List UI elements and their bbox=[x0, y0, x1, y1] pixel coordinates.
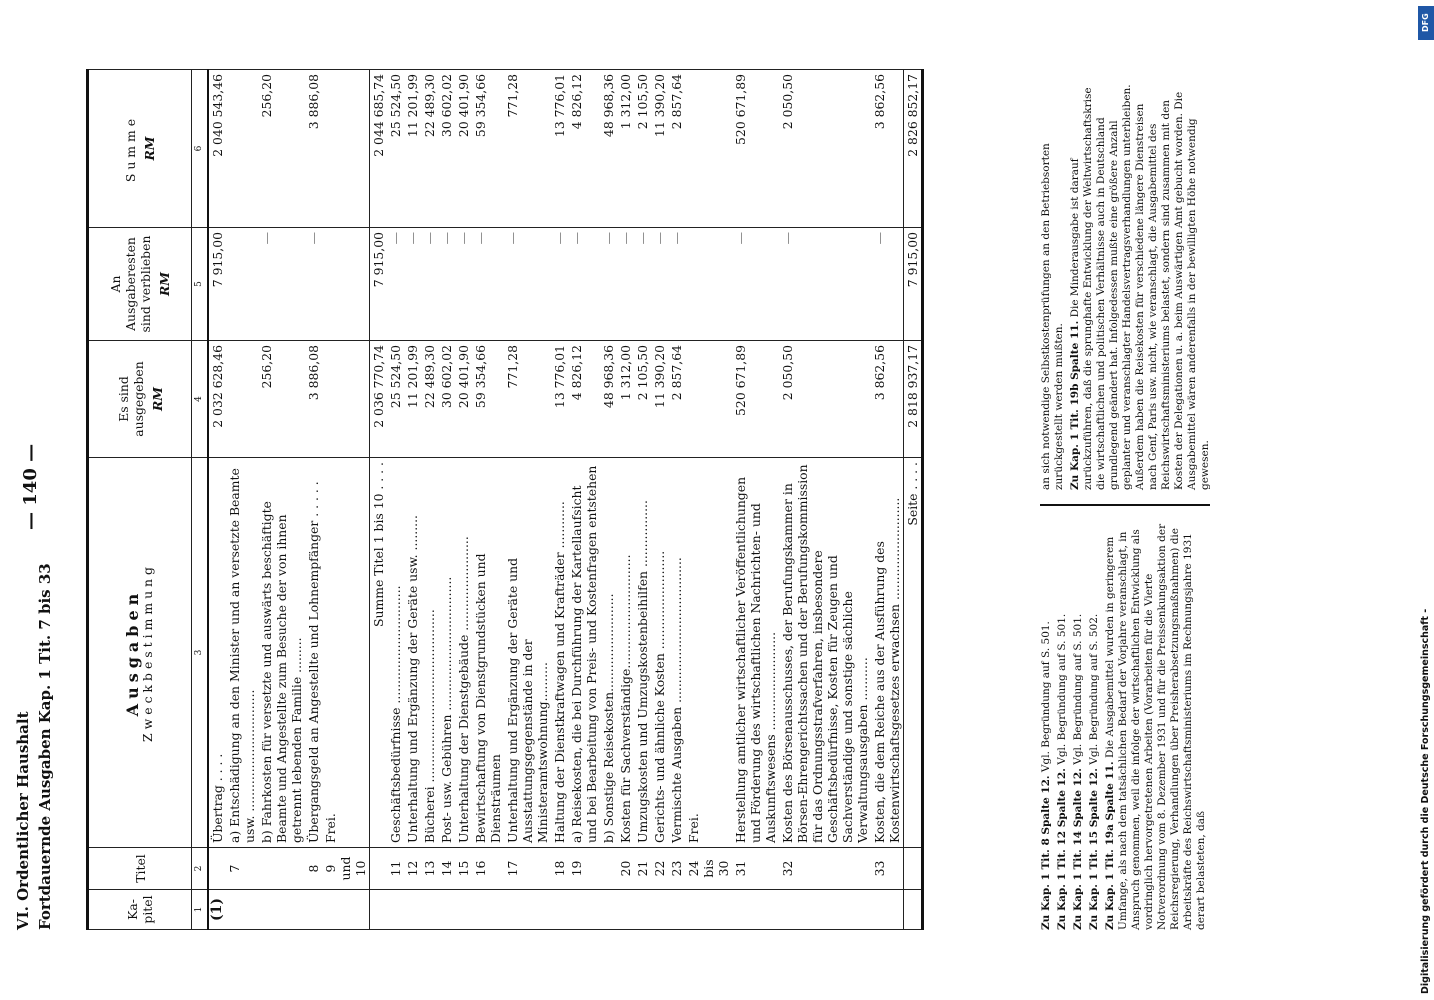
summe-cell: 4 826,12 bbox=[568, 70, 600, 228]
ausgegeben-cell: 2 036 770,74 bbox=[370, 341, 388, 458]
titel-cell: 23 bbox=[668, 848, 685, 890]
footnote-head: Zu Kap. 1 Tit. 12 Spalte 12. bbox=[1056, 768, 1068, 930]
zweck-heading: Zweckbestimmung bbox=[140, 563, 155, 742]
ausgabereste-cell: — bbox=[568, 228, 600, 341]
ausgabereste-cell: — bbox=[779, 228, 871, 341]
ausgabereste-cell: — bbox=[438, 228, 455, 341]
titel-cell: 15 bbox=[455, 848, 472, 890]
summe-cell: 520 671,89 bbox=[732, 70, 779, 228]
titel-cell: 32 bbox=[779, 848, 871, 890]
footnote-head: Zu Kap. 1 Tit. 8 Spalte 12. bbox=[1040, 775, 1052, 930]
ausgabereste-cell: — bbox=[258, 228, 305, 341]
ausgabereste-cell: — bbox=[668, 228, 685, 341]
table-row bbox=[732, 70, 779, 930]
titel-cell: 8 bbox=[305, 848, 322, 890]
summe-cell: 20 401,90 bbox=[455, 70, 472, 228]
section-title: VI. Ordentlicher Haushalt bbox=[14, 711, 32, 930]
summe-cell: 2 044 685,74 bbox=[370, 70, 388, 228]
table-row bbox=[472, 70, 504, 930]
kapitel-cell bbox=[779, 890, 871, 930]
table-row bbox=[668, 70, 685, 930]
summe-cell: 2 040 543,46 bbox=[208, 70, 226, 228]
footnote bbox=[1088, 520, 1101, 930]
col-header-summe bbox=[88, 70, 192, 228]
ausgabereste-cell: — bbox=[551, 228, 568, 341]
zweck-cell: Unterhaltung und Ergänzung der Geräte usw. ......... bbox=[404, 458, 421, 848]
summe-cell: 48 968,36 bbox=[600, 70, 617, 228]
kapitel-cell bbox=[421, 890, 438, 930]
summe-cell bbox=[685, 70, 732, 228]
titel-cell: 21 bbox=[634, 848, 651, 890]
titel-cell: 13 bbox=[421, 848, 438, 890]
table-row bbox=[651, 70, 668, 930]
ausgabereste-cell: — bbox=[387, 228, 404, 341]
ausgabereste-cell bbox=[685, 228, 732, 341]
kapitel-cell bbox=[404, 890, 421, 930]
footnote bbox=[1040, 80, 1066, 490]
footnote-head: Zu Kap. 1 Tit. 14 Spalte 12. bbox=[1072, 768, 1084, 930]
col-header-zweck bbox=[88, 458, 192, 848]
ausgabereste-cell: — bbox=[455, 228, 472, 341]
zweck-cell: Summe Titel 1 bis 10 . . . . bbox=[370, 458, 388, 848]
col-header-ausgegeben bbox=[88, 341, 192, 458]
table-row bbox=[600, 70, 617, 930]
zweck-cell: a) Reisekosten, die bei Durchführung der Kartellaufsicht und bei Bearbeitung von Preis- und Kostenfragen entstehen bbox=[568, 458, 600, 848]
ausgabereste-cell bbox=[226, 228, 258, 341]
col-header-kapitel: Ka-pitel bbox=[88, 890, 192, 930]
summe-cell: 256,20 bbox=[258, 70, 305, 228]
zweck-cell: Unterhaltung der Dienstgebäude ........................ bbox=[455, 458, 472, 848]
titel-cell: 16 bbox=[472, 848, 504, 890]
zweck-cell: b) Sonstige Reisekosten......................... bbox=[600, 458, 617, 848]
ausgabereste-cell: — bbox=[651, 228, 668, 341]
col-number: 5 bbox=[192, 228, 209, 341]
footnote-text: Vgl. Begründung auf S. 502. bbox=[1088, 613, 1100, 765]
kapitel-cell bbox=[370, 890, 388, 930]
titel-cell: 14 bbox=[438, 848, 455, 890]
summe-cell: 59 354,66 bbox=[472, 70, 504, 228]
summe-cell: 771,28 bbox=[504, 70, 551, 228]
summe-cell: 3 862,56 bbox=[871, 70, 904, 228]
kapitel-cell: (1) bbox=[208, 890, 226, 930]
zweck-cell: Kosten des Börsenausschusses, der Berufungskammer in Börsen-Ehrengerichtssachen und der Berufungskommission für das Ordnungsstrafverfahren, insbesondere Geschäftsbedürfnisse, Kosten für Zeugen und Sachverständige und sonstige sächliche Verwaltungsausgaben ........... bbox=[779, 458, 871, 848]
titel-cell: 22 bbox=[651, 848, 668, 890]
ausgabereste-cell: — bbox=[634, 228, 651, 341]
table-row bbox=[387, 70, 404, 930]
unit-label: RM bbox=[157, 272, 172, 297]
titel-cell: 24 bis 30 bbox=[685, 848, 732, 890]
page-number: — 140 — bbox=[20, 443, 41, 530]
zweck-cell: Unterhaltung und Ergänzung der Geräte und Ausstattungsgegenstände in der Ministeramtswohnung.......... bbox=[504, 458, 551, 848]
table-row bbox=[404, 70, 421, 930]
titel-cell bbox=[904, 848, 923, 890]
titel-cell: 33 bbox=[871, 848, 904, 890]
footnote-text: an sich notwendige Selbstkostenprüfungen an den Betriebsorten zurückgestellt werden mußten. bbox=[1040, 143, 1065, 490]
table-row bbox=[438, 70, 455, 930]
col-number: 2 bbox=[192, 848, 209, 890]
kapitel-cell bbox=[438, 890, 455, 930]
ausgabereste-cell: — bbox=[871, 228, 904, 341]
kapitel-cell bbox=[634, 890, 651, 930]
ausgabereste-cell bbox=[322, 228, 370, 341]
zweck-cell: Übergangsgeld an Angestellte und Lohnempfänger . . . . . bbox=[305, 458, 322, 848]
table-row bbox=[617, 70, 634, 930]
footnote-text: Die Minderausgabe ist darauf zurückzuführen, daß die sprunghafte Entwicklung der Weltwirtschaftskrise die wirtschaftlichen und politischen Verhältnisse auch in Deutschland grundlegend geändert hat. Infolgedessen mußte eine größere Anzahl geplanter und veranschlagter Handelsvertragsverhandlungen unterbleiben. Außerdem haben die Reisekosten für verschiedene längere Dienstreisen nach Genf, Paris usw. nicht, wie veranschlagt, die Ausgabemittel des Reichswirtschaftsministeriums belastet, sondern sind zusammen mit den Kosten der Delegationen u. a. beim Auswärtigen Amt gebucht worden. Die Ausgabemittel wären anderenfalls in der bewilligten Höhe notwendig gewesen. bbox=[1069, 84, 1211, 490]
col-number: 4 bbox=[192, 341, 209, 458]
zweck-cell: Herstellung amtlicher wirtschaftlicher Veröffentlichungen und Förderung des wirtschaftlichen Nachrichten- und Auskunftswesens ......................... bbox=[732, 458, 779, 848]
section-subtitle: Fortdauernde Ausgaben Kap. 1 Tit. 7 bis 33 bbox=[36, 563, 54, 930]
ausgegeben-cell: 11 390,20 bbox=[651, 341, 668, 458]
zweck-cell: Bücherei ............................................ bbox=[421, 458, 438, 848]
ausgabereste-cell: 7 915,00 bbox=[208, 228, 226, 341]
summe-cell: 25 524,50 bbox=[387, 70, 404, 228]
table-row bbox=[779, 70, 871, 930]
ausgegeben-cell: 520 671,89 bbox=[732, 341, 779, 458]
kapitel-cell bbox=[472, 890, 504, 930]
ausgabereste-cell: — bbox=[504, 228, 551, 341]
table-row bbox=[258, 70, 305, 930]
table-row bbox=[634, 70, 651, 930]
ausgegeben-cell: 4 826,12 bbox=[568, 341, 600, 458]
footnote-head: Zu Kap. 1 Tit. 19a Spalte 11. bbox=[1104, 761, 1116, 930]
table-row bbox=[504, 70, 551, 930]
zweck-cell: Kosten für Sachverständige............................. bbox=[617, 458, 634, 848]
kapitel-cell bbox=[651, 890, 668, 930]
ausgegeben-cell: 22 489,30 bbox=[421, 341, 438, 458]
titel-cell: 19 bbox=[568, 848, 600, 890]
table-row bbox=[455, 70, 472, 930]
ausgabereste-cell: — bbox=[421, 228, 438, 341]
col-number: 1 bbox=[192, 890, 209, 930]
table-row bbox=[305, 70, 322, 930]
summe-cell: 3 886,08 bbox=[305, 70, 322, 228]
ausgegeben-cell: 2 857,64 bbox=[668, 341, 685, 458]
ausgabereste-cell: — bbox=[617, 228, 634, 341]
expenditure-table bbox=[86, 69, 924, 930]
summe-cell: 13 776,01 bbox=[551, 70, 568, 228]
footnote-text: Vgl. Begründung auf S. 501. bbox=[1072, 613, 1084, 765]
footnote bbox=[1072, 520, 1085, 930]
summe-cell: 1 312,00 bbox=[617, 70, 634, 228]
summe-cell bbox=[322, 70, 370, 228]
ausgabereste-cell: — bbox=[600, 228, 617, 341]
kapitel-cell bbox=[871, 890, 904, 930]
col-header-titel: Titel bbox=[88, 848, 192, 890]
titel-cell: 11 bbox=[387, 848, 404, 890]
titel-cell: 31 bbox=[732, 848, 779, 890]
table-row bbox=[871, 70, 904, 930]
titel-cell: 17 bbox=[504, 848, 551, 890]
zweck-cell: a) Entschädigung an den Minister und an versetzte Beamte usw. ............................... bbox=[226, 458, 258, 848]
ausgegeben-cell: 30 602,02 bbox=[438, 341, 455, 458]
zweck-cell: Geschäftsbedürfnisse .............................. bbox=[387, 458, 404, 848]
table-row bbox=[208, 70, 226, 930]
kapitel-cell bbox=[685, 890, 732, 930]
col-number: 3 bbox=[192, 458, 209, 848]
ausgegeben-cell: 59 354,66 bbox=[472, 341, 504, 458]
ausgabereste-cell: — bbox=[305, 228, 322, 341]
kapitel-cell bbox=[258, 890, 305, 930]
ausgabereste-cell: 7 915,00 bbox=[370, 228, 388, 341]
titel-cell bbox=[208, 848, 226, 890]
titel-cell: 18 bbox=[551, 848, 568, 890]
kapitel-cell bbox=[226, 890, 258, 930]
ausgegeben-cell: 3 886,08 bbox=[305, 341, 322, 458]
summe-cell bbox=[226, 70, 258, 228]
table-row bbox=[551, 70, 568, 930]
table-row bbox=[685, 70, 732, 930]
footnote-text: Vgl. Begründung auf S. 501. bbox=[1056, 613, 1068, 765]
ausgegeben-cell: 48 968,36 bbox=[600, 341, 617, 458]
ausgegeben-cell: 2 050,50 bbox=[779, 341, 871, 458]
ausgegeben-cell: 2 105,50 bbox=[634, 341, 651, 458]
ausgegeben-cell: 256,20 bbox=[258, 341, 305, 458]
kapitel-cell bbox=[387, 890, 404, 930]
zweck-cell: Frei. bbox=[322, 458, 370, 848]
ausgegeben-cell: 3 862,56 bbox=[871, 341, 904, 458]
kapitel-cell bbox=[732, 890, 779, 930]
footnotes-right bbox=[1040, 80, 1215, 490]
footnote bbox=[1040, 520, 1053, 930]
ausgabereste-cell: — bbox=[472, 228, 504, 341]
ausgegeben-cell bbox=[226, 341, 258, 458]
ausgabereste-cell: 7 915,00 bbox=[904, 228, 923, 341]
ausgaben-heading: Ausgaben bbox=[123, 588, 142, 717]
ausgabereste-cell: — bbox=[732, 228, 779, 341]
ausgegeben-cell bbox=[322, 341, 370, 458]
zweck-cell: Haltung der Dienstkraftwagen und Krafträder ............ bbox=[551, 458, 568, 848]
titel-cell: 7 bbox=[226, 848, 258, 890]
footnote-head: Zu Kap. 1 Tit. 15 Spalte 12. bbox=[1088, 768, 1100, 930]
ausgegeben-cell: 20 401,90 bbox=[455, 341, 472, 458]
footnote-text: Die Ausgabemittel wurden in geringerem Umfange, als nach dem tatsächlichen Bedarf der Vorjahre veranschlagt, in Anspruch genommen, weil die infolge der wirtschaftlichen Entwicklung als vordringlich hervorgetretenen Arbeiten (Vorarbeiten für die Vierte Notverordnung vom 8. Dezember 1931 und für die Preissenkungsaktion der Reichsregierung, Verhandlungen über Preisherabsetzungsmaßnahmen) die Arbeitskräfte des Reichswirtschaftsministeriums im Rechnungsjahre 1931 derart belasteten, daß bbox=[1104, 523, 1207, 930]
footnote bbox=[1104, 520, 1208, 930]
col-header-ausgabereste bbox=[88, 228, 192, 341]
zweck-cell: Frei. bbox=[685, 458, 732, 848]
table-row bbox=[568, 70, 600, 930]
kapitel-cell bbox=[455, 890, 472, 930]
unit-label: RM bbox=[142, 136, 157, 161]
zweck-cell: Gerichts- und ähnliche Kosten ......................... bbox=[651, 458, 668, 848]
kapitel-cell bbox=[504, 890, 551, 930]
kapitel-cell bbox=[617, 890, 634, 930]
ausgegeben-cell: 25 524,50 bbox=[387, 341, 404, 458]
footnotes-left bbox=[1040, 520, 1211, 930]
footnote-head: Zu Kap. 1 Tit. 19b Spalte 11. bbox=[1069, 320, 1081, 490]
titel-cell bbox=[258, 848, 305, 890]
summe-cell: 11 201,99 bbox=[404, 70, 421, 228]
table-row bbox=[370, 70, 388, 930]
unit-label: RM bbox=[149, 387, 165, 412]
kapitel-cell bbox=[600, 890, 617, 930]
ausgegeben-label: Es sind ausgegeben bbox=[115, 361, 146, 437]
table-row bbox=[226, 70, 258, 930]
zweck-cell: Post- usw. Gebühren .................................. bbox=[438, 458, 455, 848]
ausgegeben-cell bbox=[685, 341, 732, 458]
table-row bbox=[421, 70, 438, 930]
titel-cell: 12 bbox=[404, 848, 421, 890]
zweck-cell: Bewirtschaftung von Dienstgrundstücken und Diensträumen bbox=[472, 458, 504, 848]
dfg-credit: Digitalisierung gefördert durch die Deutsche Forschungsgemeinschaft - bbox=[1420, 608, 1431, 994]
ausgabereste-cell: — bbox=[404, 228, 421, 341]
titel-cell: 20 bbox=[617, 848, 634, 890]
kapitel-cell bbox=[551, 890, 568, 930]
summe-cell: 2 826 852,17 bbox=[904, 70, 923, 228]
kapitel-cell bbox=[904, 890, 923, 930]
ausgabereste-label: An Ausgaberesten sind verblieben bbox=[108, 235, 153, 333]
ausgegeben-cell: 11 201,99 bbox=[404, 341, 421, 458]
summe-label: Summe bbox=[123, 114, 138, 183]
dfg-logo: DFG bbox=[1418, 6, 1434, 40]
summe-cell: 2 857,64 bbox=[668, 70, 685, 228]
zweck-cell: Vermischte Ausgaben ..................................... bbox=[668, 458, 685, 848]
ausgegeben-cell: 771,28 bbox=[504, 341, 551, 458]
titel-cell bbox=[600, 848, 617, 890]
summe-cell: 2 105,50 bbox=[634, 70, 651, 228]
kapitel-cell bbox=[568, 890, 600, 930]
footnote-divider bbox=[1040, 504, 1210, 506]
kapitel-cell bbox=[305, 890, 322, 930]
footnote bbox=[1069, 80, 1212, 490]
table-row bbox=[904, 70, 923, 930]
footnote bbox=[1056, 520, 1069, 930]
zweck-cell: Übertrag . . . . bbox=[208, 458, 226, 848]
zweck-cell: Umzugskosten und Umzugskostenbeihilfen ................. bbox=[634, 458, 651, 848]
summe-cell: 30 602,02 bbox=[438, 70, 455, 228]
titel-cell bbox=[370, 848, 388, 890]
table-body bbox=[208, 70, 923, 930]
summe-cell: 2 050,50 bbox=[779, 70, 871, 228]
table-row bbox=[322, 70, 370, 930]
titel-cell: 9 und 10 bbox=[322, 848, 370, 890]
zweck-cell: Seite . . . . bbox=[904, 458, 923, 848]
summe-cell: 22 489,30 bbox=[421, 70, 438, 228]
zweck-cell: Kosten, die dem Reiche aus der Ausführung des Kostenwirtschaftsgesetzes erwachsen .......................... bbox=[871, 458, 904, 848]
zweck-cell: b) Fahrkosten für versetzte und auswärts beschäftigte Beamte und Angestellte zum Besuche der von ihnen getrennt lebenden Familie ......... bbox=[258, 458, 305, 848]
ausgegeben-cell: 1 312,00 bbox=[617, 341, 634, 458]
ausgegeben-cell: 13 776,01 bbox=[551, 341, 568, 458]
summe-cell: 11 390,20 bbox=[651, 70, 668, 228]
kapitel-cell bbox=[668, 890, 685, 930]
ausgegeben-cell: 2 818 937,17 bbox=[904, 341, 923, 458]
kapitel-cell bbox=[322, 890, 370, 930]
footnote-text: Vgl. Begründung auf S. 501. bbox=[1040, 621, 1052, 773]
col-number: 6 bbox=[192, 70, 209, 228]
ausgegeben-cell: 2 032 628,46 bbox=[208, 341, 226, 458]
